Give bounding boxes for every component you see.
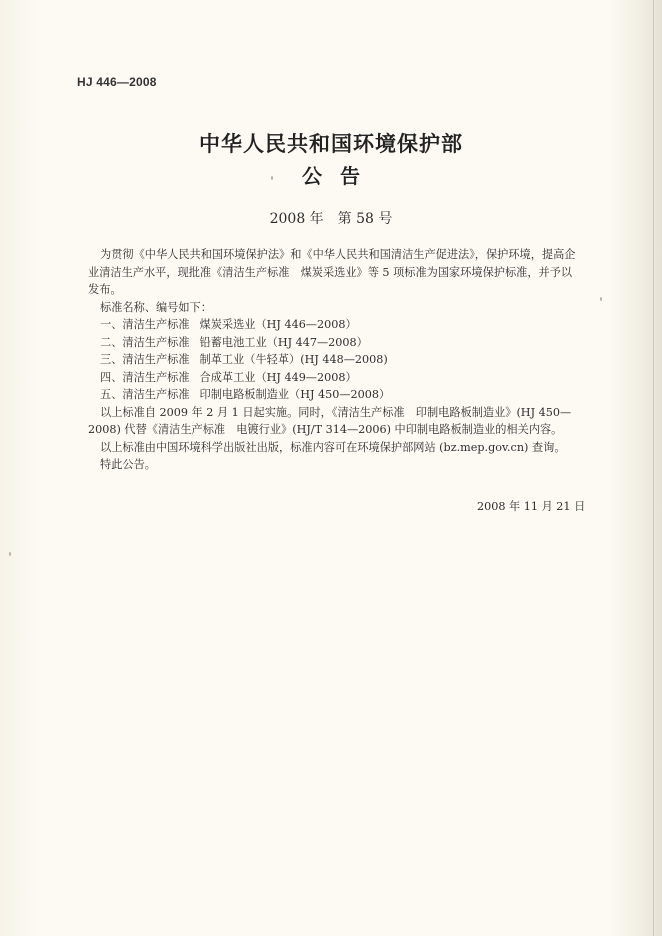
item-number: 四、 bbox=[100, 370, 123, 384]
intro-paragraph: 为贯彻《中华人民共和国环境保护法》和《中华人民共和国清洁生产促进法》，保护环境，提高企业清洁生产水平，现批准《清洁生产标准 煤炭采选业》等 5 项标准为国家环境保护标准，并予以发布。 bbox=[88, 248, 576, 296]
standard-list-item bbox=[88, 334, 580, 352]
signing-date: 2008 年 11 月 21 日 bbox=[477, 500, 586, 513]
standard-code: HJ 446—2008 bbox=[77, 75, 157, 89]
standard-list-item bbox=[88, 316, 580, 334]
item-name: 印制电路板制造业（HJ 450—2008） bbox=[199, 388, 391, 401]
item-name: 煤炭采选业（HJ 446—2008） bbox=[199, 318, 357, 331]
list-heading: 标准名称、编号如下： bbox=[100, 300, 212, 314]
standard-list-item bbox=[88, 351, 580, 369]
item-prefix: 清洁生产标准 bbox=[122, 353, 190, 366]
standard-list-item bbox=[88, 369, 580, 387]
standard-list-item bbox=[88, 386, 580, 404]
issue-number: 2008 年 第 58 号 bbox=[269, 211, 393, 227]
item-prefix: 清洁生产标准 bbox=[122, 370, 190, 384]
item-prefix: 清洁生产标准 bbox=[122, 318, 190, 331]
item-name: 铅蓄电池工业（HJ 447—2008） bbox=[199, 335, 368, 349]
item-prefix: 清洁生产标准 bbox=[122, 388, 190, 401]
item-name: 制革工业（牛轻革）(HJ 448—2008) bbox=[199, 353, 388, 366]
item-number: 一、 bbox=[100, 318, 123, 331]
item-prefix: 清洁生产标准 bbox=[122, 335, 190, 349]
scan-speck bbox=[271, 176, 273, 180]
ministry-title: 中华人民共和国环境保护部 bbox=[199, 131, 463, 156]
scan-speck bbox=[600, 297, 602, 301]
notice-title: 公告 bbox=[302, 164, 378, 188]
item-number: 五、 bbox=[100, 388, 123, 401]
item-name: 合成革工业（HJ 449—2008） bbox=[199, 370, 357, 384]
item-number: 三、 bbox=[100, 353, 123, 366]
scan-speck bbox=[9, 552, 11, 556]
implementation-paragraph: 以上标准自 2009 年 2 月 1 日起实施。同时，《清洁生产标准 印制电路板制造业》(HJ 450—2008) 代替《清洁生产标准 电镀行业》(HJ/T 314—2006) 中印制电路板制造业的相关内容。 bbox=[88, 405, 572, 436]
closing-line: 特此公告。 bbox=[100, 458, 156, 471]
item-number: 二、 bbox=[100, 335, 123, 349]
publication-paragraph: 以上标准由中国环境科学出版社出版，标准内容可在环境保护部网站 (bz.mep.gov.cn) 查询。 bbox=[100, 440, 566, 454]
notice-body bbox=[88, 246, 580, 474]
